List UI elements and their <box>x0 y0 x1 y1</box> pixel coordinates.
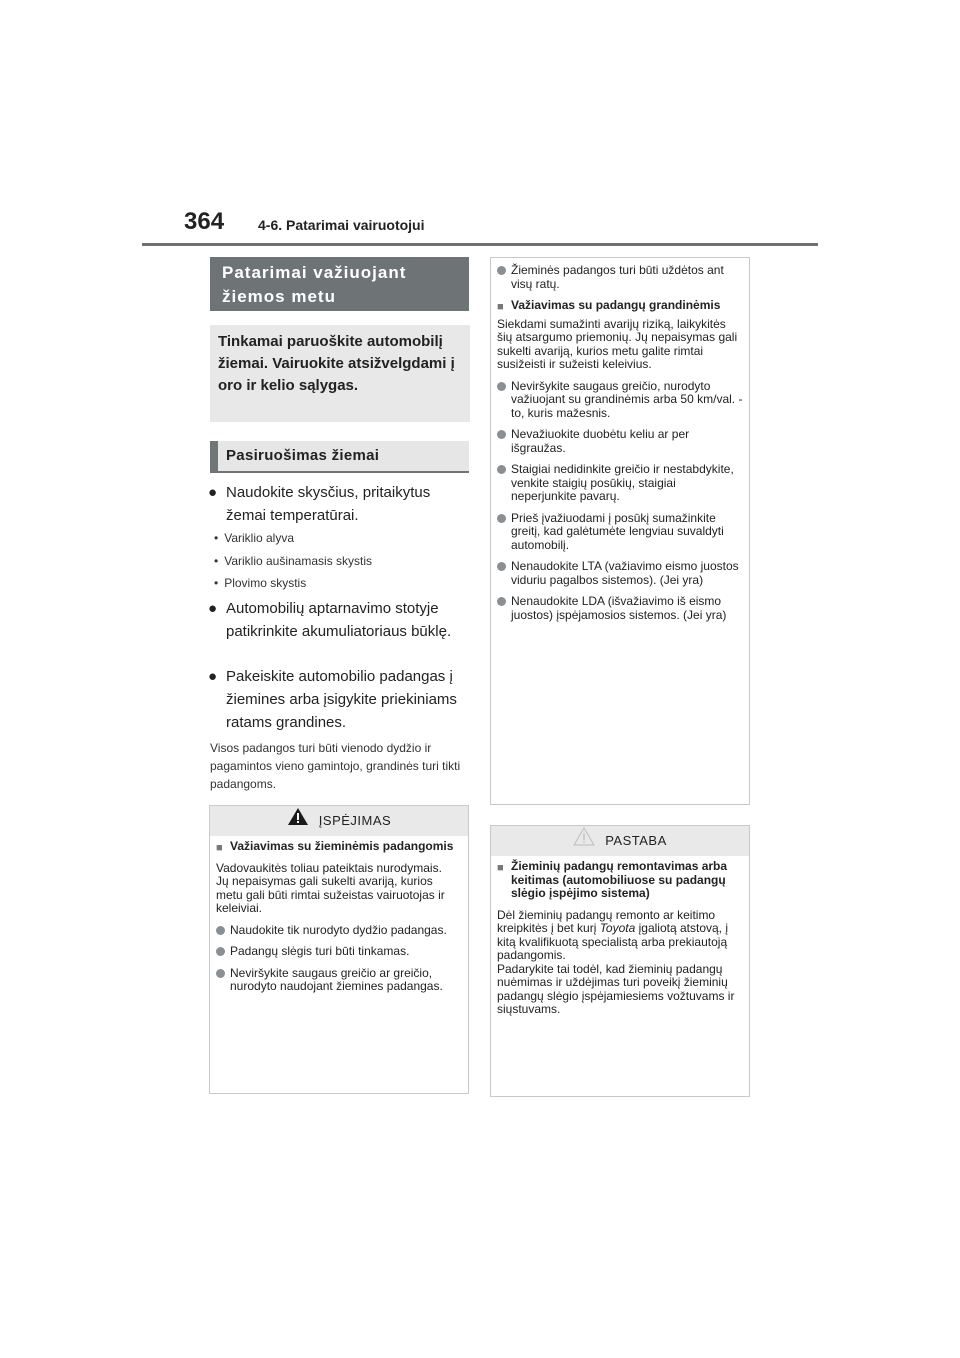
warning-subtitle: ■ Važiavimas su žieminėmis padangomis <box>216 839 454 854</box>
circle-bullet-icon <box>497 266 506 275</box>
header-rule <box>142 243 818 246</box>
square-bullet-icon: ■ <box>497 301 504 313</box>
circle-bullet-icon <box>497 465 506 474</box>
bullet-dot-icon: ● <box>208 484 218 501</box>
list-item: Nenaudokite LTA (važiavimo eismo juostos viduriu pagalbos sistemos). (Jei yra) <box>497 560 743 587</box>
note-subtitle: ■ Žieminių padangų remontavimas arba keitimas (automobiliuose su padangų slėgio įspėjimo sistema) <box>497 859 728 900</box>
note-paragraph-2: Padarykite tai todėl, kad žieminių padangų nuėmimas ir uždėjimas turi poveikį žieminių padangų slėgio įspėjamiesiems vožtuvams ir siųstuvams. <box>497 961 735 1016</box>
list-item: Staigiai nedidinkite greičio ir nestabdykite, venkite staigių posūkių, staigiai neperjunkite pavarų. <box>497 463 743 504</box>
list-item: Neviršykite saugaus greičio, nurodyto važiuojant su grandinėmis arba 50 km/val. - to, kuris mažesnis. <box>497 380 743 421</box>
chains-box <box>490 257 750 805</box>
note-paragraph: Dėl žieminių padangų remonto ar keitimo kreipkitės į bet kurį Toyota įgaliotą atstovą, į kitą kvalifikuotą specialistą arba prekiautoją padangomis. <box>497 907 729 962</box>
warning-triangle-icon <box>287 807 309 837</box>
circle-bullet-icon <box>497 382 506 391</box>
list-item: Naudokite tik nurodyto dydžio padangas. <box>216 924 462 938</box>
list-item: • Variklio aušinamasis skystis <box>214 554 373 568</box>
warning-box <box>209 805 469 1094</box>
list-item: Padangų slėgis turi būti tinkamas. <box>216 945 462 959</box>
chains-paragraph: Siekdami sumažinti avarijų riziką, laikykitės šių atsargumo priemonių. Jų nepaisymas gali sukelti avariją, kurios metu galite rimtai susižeisti ir sužeisti keleivius. <box>497 316 738 371</box>
list-item: Neviršykite saugaus greičio ar greičio, nurodyto naudojant žiemines padangas. <box>216 967 462 994</box>
page-title: Patarimai važiuojant žiemos metu <box>210 257 469 311</box>
chains-subtitle: ■ Važiavimas su padangų grandinėmis <box>497 298 721 313</box>
section-title: 4-6. Patarimai vairuotojui <box>258 217 425 233</box>
list-item: Prieš įvažiuodami į posūkį sumažinkite greitį, kad galėtumėte lengviau suvaldyti automobilį. <box>497 512 743 553</box>
square-bullet-icon: ■ <box>497 862 504 874</box>
list-item: Žieminės padangos turi būti uždėtos ant visų ratų. <box>497 264 743 291</box>
list-item: Nevažiuokite duobėtu keliu ar per išgraužas. <box>497 428 743 455</box>
list-item: Nenaudokite LDA (išvažiavimo iš eismo juostos) įspėjamosios sistemos. (Jei yra) <box>497 595 743 622</box>
warning-paragraph: Vadovaukitės toliau pateiktais nurodymais. Jų nepaisymas gali sukelti avariją, kurios metu gali būti rimtai sužeistas vairuotojas ir keleiviai. <box>216 860 445 915</box>
circle-bullet-icon <box>497 597 506 606</box>
note-heading: PASTABA <box>491 826 749 856</box>
circle-bullet-icon <box>497 562 506 571</box>
bullet-item: ● Automobilių aptarnavimo stotyje patikrinkite akumuliatoriaus būklę. <box>208 597 470 643</box>
bullet-item: ● Naudokite skysčius, pritaikytus žemai temperatūrai. <box>208 481 470 527</box>
circle-bullet-icon <box>216 969 225 978</box>
note-box <box>490 825 750 1097</box>
bullet-dot-icon: ● <box>208 668 218 685</box>
circle-bullet-icon <box>216 947 225 956</box>
warning-heading: ĮSPĖJIMAS <box>210 806 468 836</box>
note-text: Visos padangos turi būti vienodo dydžio ir pagamintos vieno gamintojo, grandinės turi tikti padangoms. <box>210 741 461 791</box>
list-item: • Variklio alyva <box>214 531 295 545</box>
square-bullet-icon: ■ <box>216 842 223 854</box>
intro-box: Tinkamai paruoškite automobilį žiemai. Vairuokite atsižvelgdami į oro ir kelio sąlygas. <box>210 325 470 422</box>
page-number: 364 <box>184 208 225 235</box>
bullet-item: ● Pakeiskite automobilio padangas į žiemines arba įsigykite priekiniams ratams grandines. <box>208 665 470 734</box>
subheading: Pasiruošimas žiemai <box>210 441 469 473</box>
circle-bullet-icon <box>216 926 225 935</box>
caution-outline-icon <box>573 827 595 857</box>
bullet-dot-icon: ● <box>208 600 218 617</box>
list-item: • Plovimo skystis <box>214 576 307 590</box>
circle-bullet-icon <box>497 430 506 439</box>
circle-bullet-icon <box>497 514 506 523</box>
